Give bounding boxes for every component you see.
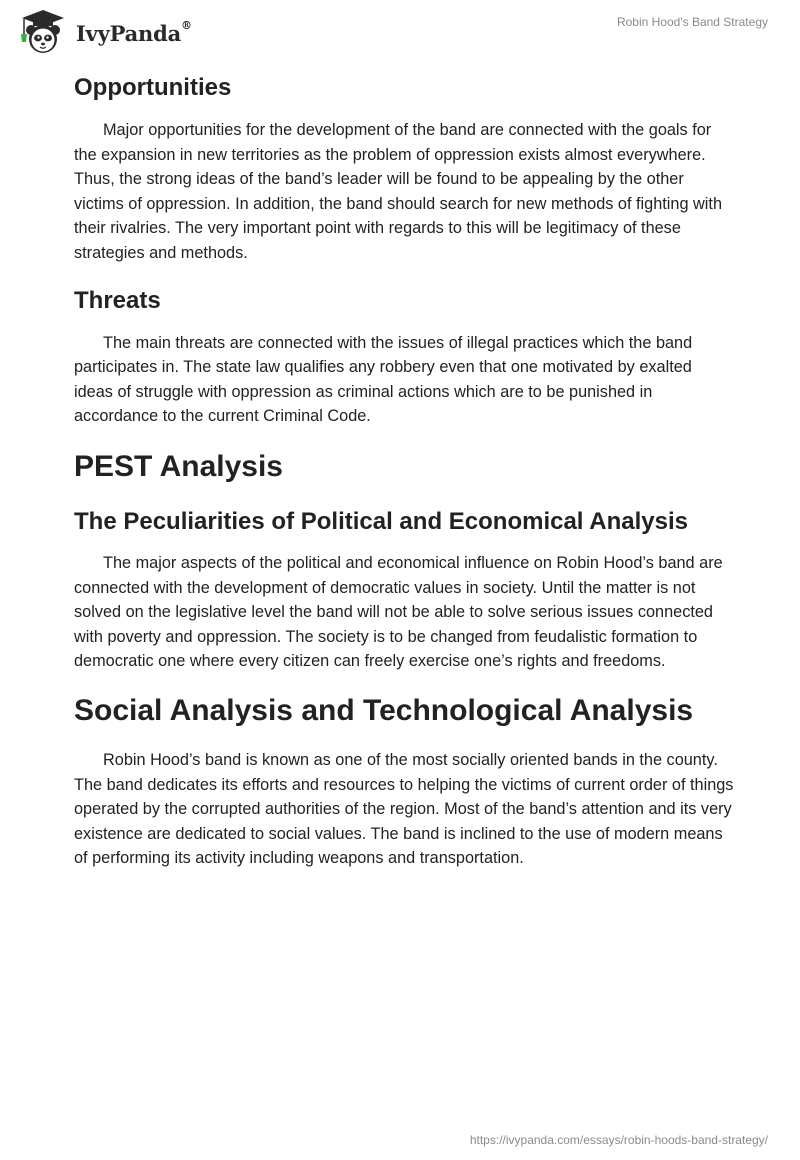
paragraph-political-economical: The major aspects of the political and economical influence on Robin Hood’s band are connected with the development of democratic values in society. Until the matter is not solved on the legislative level the band will not be able to solve serious issues connected with poverty and oppression. The society is to be changed from feudalistic formation to democratic one where every citizen can freely exercise one’s rights and freedoms. (74, 553, 723, 671)
paragraph-opportunities: Major opportunities for the development of the band are connected with the goals for the expansion in new territories as the problem of oppression exists almost everywhere. Thus, the strong ideas of the band’s leader will be found to be appealing by the other victims of oppression. In addition, the band should search for new methods of fighting with their rivalries. The very important point with regards to this will be legitimacy of these strategies and methods. (74, 121, 722, 262)
heading-opportunities: Opportunities (74, 74, 232, 101)
brand-logo[interactable] (14, 8, 192, 56)
paragraph-threats: The main threats are connected with the issues of illegal practices which the band participates in. The state law qualifies any robbery even that one motivated by exalted ideas of struggle with oppression as criminal actions which are to be punished in accordance to the current Criminal Code. (74, 333, 693, 426)
document-title: Robin Hood's Band Strategy (616, 15, 768, 29)
paragraph-social-technological: Robin Hood’s band is known as one of the most socially oriented bands in the county. The band dedicates its efforts and resources to helping the victims of current order of things operated by the corrupted authorities of the region. Most of the band’s attention and its very existence are dedicated to social values. The band is inclined to the use of modern means of performing its activity including weapons and transportation. (74, 750, 734, 868)
brand-name: IvyPanda® (76, 18, 192, 46)
essay-content (74, 70, 734, 871)
heading-threats: Threats (74, 286, 161, 314)
heading-political-economical: The Peculiarities of Political and Economical Analysis (74, 507, 688, 535)
heading-social-technological: Social Analysis and Technological Analysis (74, 693, 694, 727)
source-url[interactable]: https://ivypanda.com/essays/robin-hoods-band-strategy/ (469, 1133, 768, 1147)
panda-graduation-icon (14, 8, 72, 56)
page-header (0, 0, 800, 60)
heading-pest-analysis: PEST Analysis (74, 449, 283, 483)
